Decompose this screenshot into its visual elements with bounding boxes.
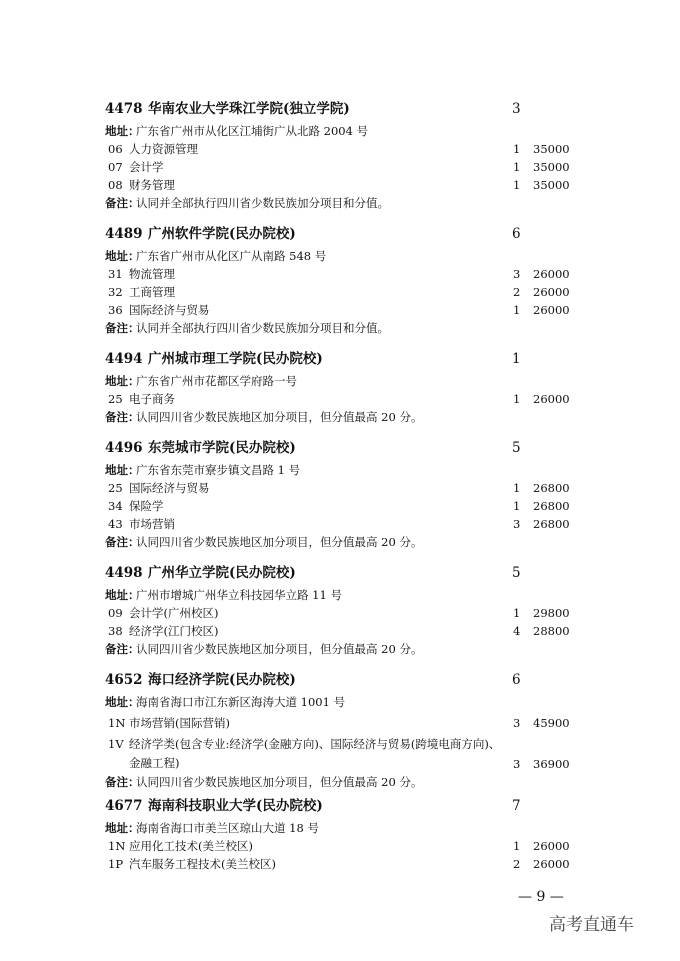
major-tuition: 26000 — [533, 303, 570, 317]
address-label: 地址： — [105, 124, 140, 138]
school-address: 广东省广州市从化区广从南路 548 号 — [136, 249, 327, 263]
major-name: 财务管理 — [129, 178, 175, 192]
school-code: 4496 — [105, 440, 143, 456]
major-row — [0, 301, 680, 319]
school-address: 广东省东莞市寮步镇文昌路 1 号 — [136, 463, 301, 477]
school-note-row — [0, 319, 680, 337]
school-plan-count: 5 — [512, 440, 521, 456]
major-name: 工商管理 — [129, 285, 175, 299]
major-plan-count: 1 — [513, 499, 521, 513]
major-plan-count: 3 — [513, 716, 521, 730]
address-label: 地址： — [105, 463, 140, 477]
major-plan-count: 3 — [513, 757, 521, 771]
address-label: 地址： — [105, 249, 140, 263]
major-row — [0, 604, 680, 622]
note-label: 备注： — [105, 410, 140, 424]
major-name: 汽车服务工程技术(美兰校区) — [129, 857, 276, 871]
major-tuition: 28800 — [533, 624, 570, 638]
school-note: 认同并全部执行四川省少数民族加分项目和分值。 — [136, 321, 389, 335]
school-name: 华南农业大学珠江学院(独立学院) — [148, 101, 350, 117]
major-tuition: 26000 — [533, 839, 570, 853]
school-plan-count: 1 — [512, 351, 521, 367]
school-name: 广州城市理工学院(民办院校) — [148, 351, 323, 367]
school-code: 4478 — [105, 101, 143, 117]
major-row — [0, 837, 680, 855]
school-block — [0, 348, 680, 426]
major-code: 25 — [108, 481, 123, 495]
address-label: 地址： — [105, 821, 140, 835]
major-code: 07 — [108, 160, 123, 174]
school-address: 广东省广州市从化区江埔街广从北路 2004 号 — [136, 124, 369, 138]
major-code: 43 — [108, 517, 123, 531]
major-row — [0, 176, 680, 194]
school-name: 广州软件学院(民办院校) — [148, 226, 296, 242]
school-plan-count: 7 — [512, 798, 521, 814]
major-plan-count: 2 — [513, 857, 521, 871]
school-block — [0, 795, 680, 873]
major-code: 34 — [108, 499, 123, 513]
school-code: 4652 — [105, 672, 143, 688]
major-code: 09 — [108, 606, 123, 620]
school-name: 海南科技职业大学(民办院校) — [148, 798, 323, 814]
school-code: 4498 — [105, 565, 143, 581]
school-name: 海口经济学院(民办院校) — [148, 672, 296, 688]
school-header — [0, 562, 680, 584]
major-plan-count: 1 — [513, 142, 521, 156]
school-header — [0, 437, 680, 459]
major-tuition: 35000 — [533, 178, 570, 192]
school-address-row — [0, 693, 680, 711]
school-header — [0, 669, 680, 691]
major-name: 国际经济与贸易 — [129, 303, 210, 317]
note-label: 备注： — [105, 321, 140, 335]
school-block — [0, 669, 680, 791]
major-row — [0, 735, 680, 773]
major-row — [0, 497, 680, 515]
school-header — [0, 348, 680, 370]
major-code: 1N — [108, 716, 126, 730]
school-header — [0, 98, 680, 120]
major-plan-count: 1 — [513, 481, 521, 495]
school-name: 东莞城市学院(民办院校) — [148, 440, 296, 456]
school-address-row — [0, 819, 680, 837]
school-note-row — [0, 773, 680, 791]
major-name: 电子商务 — [129, 392, 175, 406]
school-plan-count: 6 — [512, 226, 521, 242]
major-plan-count: 2 — [513, 285, 521, 299]
major-plan-count: 3 — [513, 517, 521, 531]
major-name: 物流管理 — [129, 267, 175, 281]
school-note: 认同四川省少数民族地区加分项目，但分值最高 20 分。 — [136, 410, 423, 424]
page-number: — 9 — — [518, 889, 564, 905]
school-note: 认同四川省少数民族地区加分项目，但分值最高 20 分。 — [136, 642, 423, 656]
major-plan-count: 1 — [513, 303, 521, 317]
school-note: 认同四川省少数民族地区加分项目，但分值最高 20 分。 — [136, 535, 423, 549]
school-address-row — [0, 122, 680, 140]
school-code: 4489 — [105, 226, 143, 242]
major-code: 06 — [108, 142, 123, 156]
school-code: 4677 — [105, 798, 143, 814]
major-name: 市场营销 — [129, 517, 175, 531]
major-code: 25 — [108, 392, 123, 406]
major-plan-count: 1 — [513, 178, 521, 192]
major-row — [0, 390, 680, 408]
school-header — [0, 795, 680, 817]
major-code: 31 — [108, 267, 123, 281]
major-row — [0, 140, 680, 158]
school-name: 广州华立学院(民办院校) — [148, 565, 296, 581]
school-plan-count: 5 — [512, 565, 521, 581]
school-plan-count: 3 — [512, 101, 521, 117]
major-plan-count: 3 — [513, 267, 521, 281]
major-name: 国际经济与贸易 — [129, 481, 210, 495]
major-name: 应用化工技术(美兰校区) — [129, 839, 253, 853]
major-plan-count: 1 — [513, 606, 521, 620]
major-tuition: 35000 — [533, 142, 570, 156]
major-name: 经济学(江门校区) — [129, 624, 219, 638]
major-tuition: 26000 — [533, 267, 570, 281]
major-tuition: 26800 — [533, 517, 570, 531]
major-tuition: 45900 — [533, 716, 570, 730]
major-code: 1V — [108, 737, 124, 751]
school-address-row — [0, 461, 680, 479]
school-plan-count: 6 — [512, 672, 521, 688]
major-name: 保险学 — [129, 499, 164, 513]
major-tuition: 35000 — [533, 160, 570, 174]
school-header — [0, 223, 680, 245]
major-tuition: 26800 — [533, 481, 570, 495]
major-code: 36 — [108, 303, 123, 317]
major-row — [0, 515, 680, 533]
major-tuition: 26800 — [533, 499, 570, 513]
major-tuition: 26000 — [533, 857, 570, 871]
school-address: 广州市增城广州华立科技园华立路 11 号 — [136, 588, 342, 602]
school-address-row — [0, 372, 680, 390]
watermark-text: 高考直通车 — [549, 915, 634, 935]
major-plan-count: 1 — [513, 160, 521, 174]
major-code: 1N — [108, 839, 126, 853]
major-row — [0, 265, 680, 283]
school-note: 认同四川省少数民族地区加分项目，但分值最高 20 分。 — [136, 775, 423, 789]
school-note-row — [0, 408, 680, 426]
address-label: 地址： — [105, 695, 140, 709]
note-label: 备注： — [105, 196, 140, 210]
major-tuition: 26000 — [533, 392, 570, 406]
major-name: 人力资源管理 — [129, 142, 198, 156]
school-code: 4494 — [105, 351, 143, 367]
school-block — [0, 223, 680, 337]
school-address-row — [0, 586, 680, 604]
major-row — [0, 711, 680, 735]
school-address: 广东省广州市花都区学府路一号 — [136, 374, 297, 388]
major-plan-count: 1 — [513, 839, 521, 853]
major-row — [0, 283, 680, 301]
major-code: 1P — [108, 857, 124, 871]
major-name: 会计学(广州校区) — [129, 606, 219, 620]
school-address-row — [0, 247, 680, 265]
note-label: 备注： — [105, 535, 140, 549]
school-note-row — [0, 194, 680, 212]
major-plan-count: 1 — [513, 392, 521, 406]
major-row — [0, 479, 680, 497]
school-address: 海南省海口市美兰区琼山大道 18 号 — [136, 821, 319, 835]
major-tuition: 36900 — [533, 757, 570, 771]
major-code: 38 — [108, 624, 123, 638]
school-block — [0, 562, 680, 658]
major-code: 08 — [108, 178, 123, 192]
note-label: 备注： — [105, 775, 140, 789]
school-note: 认同并全部执行四川省少数民族加分项目和分值。 — [136, 196, 389, 210]
major-row — [0, 158, 680, 176]
school-note-row — [0, 640, 680, 658]
address-label: 地址： — [105, 374, 140, 388]
school-block — [0, 437, 680, 551]
school-note-row — [0, 533, 680, 551]
major-tuition: 26000 — [533, 285, 570, 299]
major-row — [0, 622, 680, 640]
major-tuition: 29800 — [533, 606, 570, 620]
address-label: 地址： — [105, 588, 140, 602]
note-label: 备注： — [105, 642, 140, 656]
major-plan-count: 4 — [513, 624, 521, 638]
major-row — [0, 855, 680, 873]
school-block — [0, 98, 680, 212]
major-name: 市场营销(国际营销) — [129, 716, 230, 730]
major-name: 经济学类(包含专业:经济学(金融方向)、国际经济与贸易(跨境电商方向)、金融工程) — [129, 737, 501, 770]
major-code: 32 — [108, 285, 123, 299]
school-address: 海南省海口市江东新区海涛大道 1001 号 — [136, 695, 346, 709]
major-name: 会计学 — [129, 160, 164, 174]
